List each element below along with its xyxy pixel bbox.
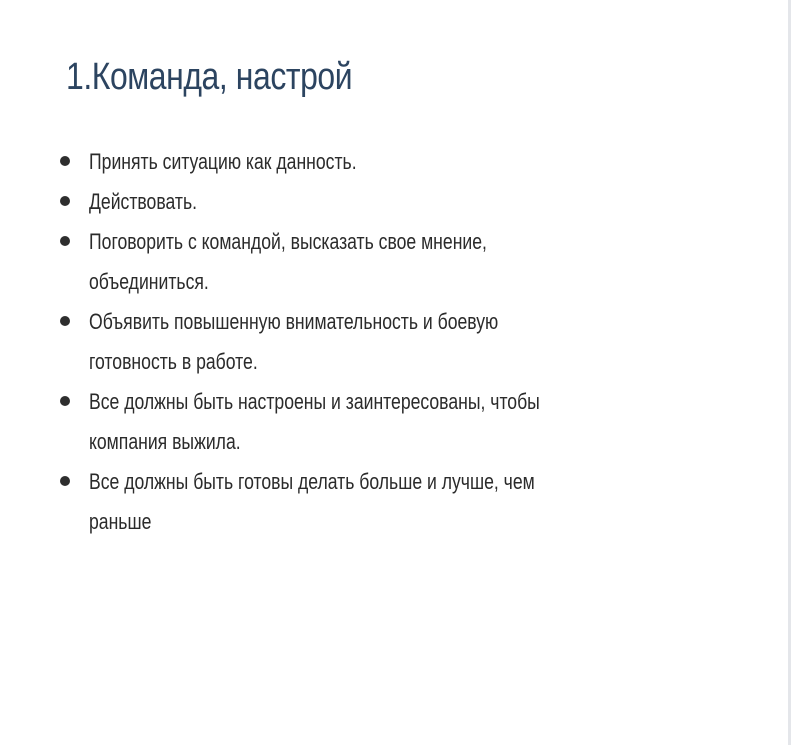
bullet-dot-icon xyxy=(60,316,70,326)
bullet-dot-icon xyxy=(60,196,70,206)
list-item xyxy=(56,222,716,302)
list-item xyxy=(56,302,716,382)
bullet-text xyxy=(89,462,681,542)
list-item xyxy=(56,462,716,542)
bullet-line: объединиться. xyxy=(89,269,209,294)
slide-title: 1.Команда, настрой xyxy=(66,56,353,98)
bullet-line: Поговорить с командой, высказать свое мнение, xyxy=(89,229,487,254)
bullet-dot-icon xyxy=(60,396,70,406)
bullet-dot-icon xyxy=(60,156,70,166)
bullet-dot-icon xyxy=(60,476,70,486)
bullet-line: раньше xyxy=(89,509,152,534)
list-item xyxy=(56,142,716,182)
list-item xyxy=(56,382,716,462)
bullet-line: компания выжила. xyxy=(89,429,241,454)
bullet-text xyxy=(89,302,681,382)
bullet-dot-icon xyxy=(60,236,70,246)
bullet-list xyxy=(56,142,716,542)
bullet-text xyxy=(89,222,681,302)
bullet-line: готовность в работе. xyxy=(89,349,258,374)
bullet-line: Все должны быть настроены и заинтересованы, чтобы xyxy=(89,389,540,414)
bullet-text xyxy=(89,382,681,462)
bullet-line: Принять ситуацию как данность. xyxy=(89,149,357,174)
bullet-line: Все должны быть готовы делать больше и лучше, чем xyxy=(89,469,535,494)
bullet-text xyxy=(89,182,681,222)
bullet-line: Действовать. xyxy=(89,189,198,214)
bullet-text xyxy=(89,142,681,182)
bullet-line: Объявить повышенную внимательность и боевую xyxy=(89,309,499,334)
list-item xyxy=(56,182,716,222)
